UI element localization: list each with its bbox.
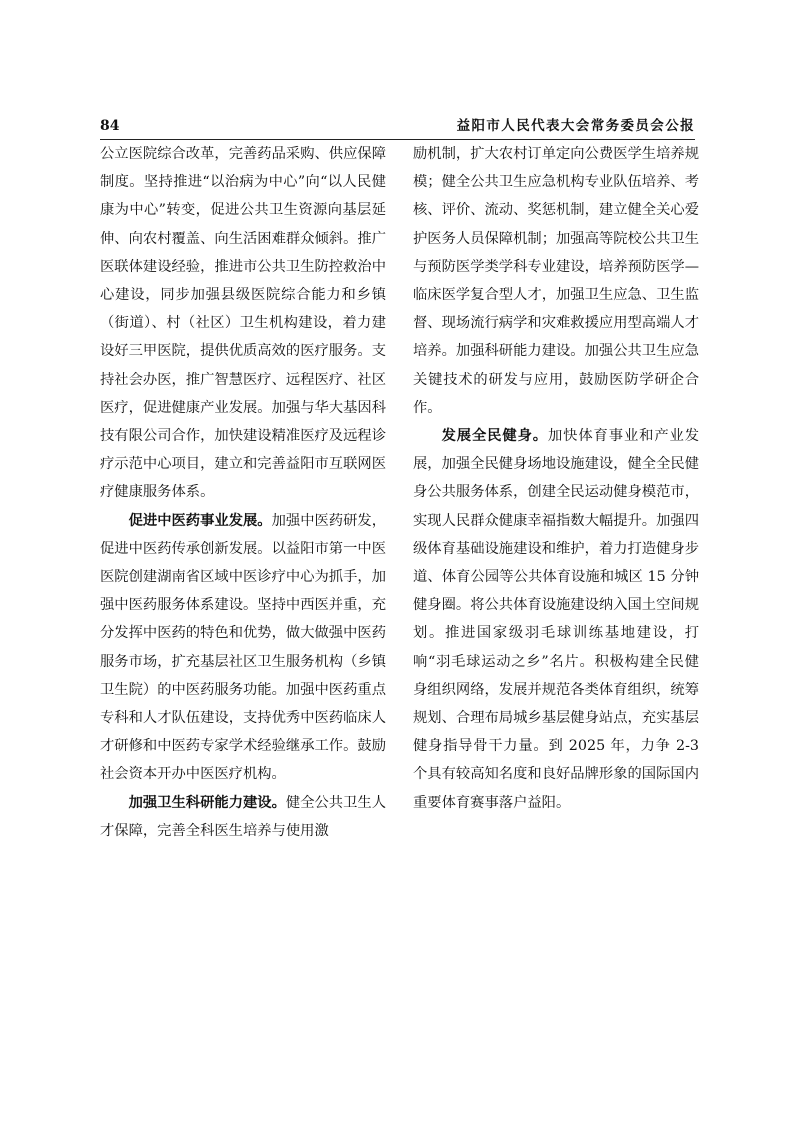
paragraph-continued [100, 140, 386, 507]
paragraph-title: 促进中医药事业发展。 [128, 512, 272, 529]
paragraph-text: 公立医院综合改革，完善药品采购、供应保障制度。坚持推进“以治病为中心”向“以人民健康为中心”转变，促进公共卫生资源向基层延伸、向农村覆盖、向生活困难群众倾斜。推广医联体建设经验，推进市公共卫生防控救治中心建设，同步加强县级医院综合能力和乡镇（街道）、村（社区）卫生机构建设，着力建设好三甲医院，提供优质高效的医疗服务。支持社会办医，推广智慧医疗、远程医疗、社区医疗，促进健康产业发展。加强与华大基因科技有限公司合作，加快建设精准医疗及远程诊疗示范中心项目，建立和完善益阳市互联网医疗健康服务体系。 [100, 146, 386, 501]
paragraph-fitness [413, 422, 699, 817]
paragraph-research [100, 789, 386, 845]
page-header [100, 117, 695, 139]
left-column [100, 140, 386, 845]
paragraph-text: 励机制，扩大农村订单定向公费医学生培养规模；健全公共卫生应急机构专业队伍培养、考核、评价、流动、奖惩机制，建立健全关心爱护医务人员保障机制；加强高等院校公共卫生与预防医学类学科专业建设，培养预防医学—临床医学复合型人才，加强卫生应急、卫生监督、现场流行病学和灾难救援应用型高端人才培养。加强科研能力建设。加强公共卫生应急关键技术的研发与应用，鼓励医防学研企合作。 [413, 146, 699, 416]
journal-title: 益阳市人民代表大会常务委员会公报 [456, 118, 695, 134]
page-number: 84 [100, 118, 120, 134]
paragraph-tcm [100, 507, 386, 789]
paragraph-continued [413, 140, 699, 422]
paragraph-title: 加强卫生科研能力建设。 [128, 794, 286, 811]
paragraph-text: 加快体育事业和产业发展，加强全民健身场地设施建设，健全全民健身公共服务体系，创建全民运动健身模范市，实现人民群众健康幸福指数大幅提升。加强四级体育基础设施建设和维护，着力打造健身步道、体育公园等公共体育设施和城区 15 分钟健身圈。将公共体育设施建设纳入国土空间规划。推进国家级羽毛球训练基地建设，打响“羽毛球运动之乡”名片。积极构建全民健身组织网络，发展并规范各类体育组织，统筹规划、合理布局城乡基层健身站点，充实基层健身指导骨干力量。到 2025 年，力争 2-3 个具有较高知名度和良好品牌形象的国际国内重要体育赛事落户益阳。 [413, 428, 700, 811]
right-column [413, 140, 699, 817]
paragraph-title: 发展全民健身。 [441, 428, 548, 445]
paragraph-text: 加强中医药研发，促进中医药传承创新发展。以益阳市第一中医医院创建湖南省区域中医诊疗中心为抓手，加强中医药服务体系建设。坚持中西医并重，充分发挥中医药的特色和优势，做大做强中医药服务市场，扩充基层社区卫生服务机构（乡镇卫生院）的中医药服务功能。加强中医药重点专科和人才队伍建设，支持优秀中医药临床人才研修和中医药专家学术经验继承工作。鼓励社会资本开办中医医疗机构。 [100, 512, 387, 783]
paragraph-text: 健全公共卫生人才保障，完善全科医生培养与使用激 [100, 794, 387, 839]
